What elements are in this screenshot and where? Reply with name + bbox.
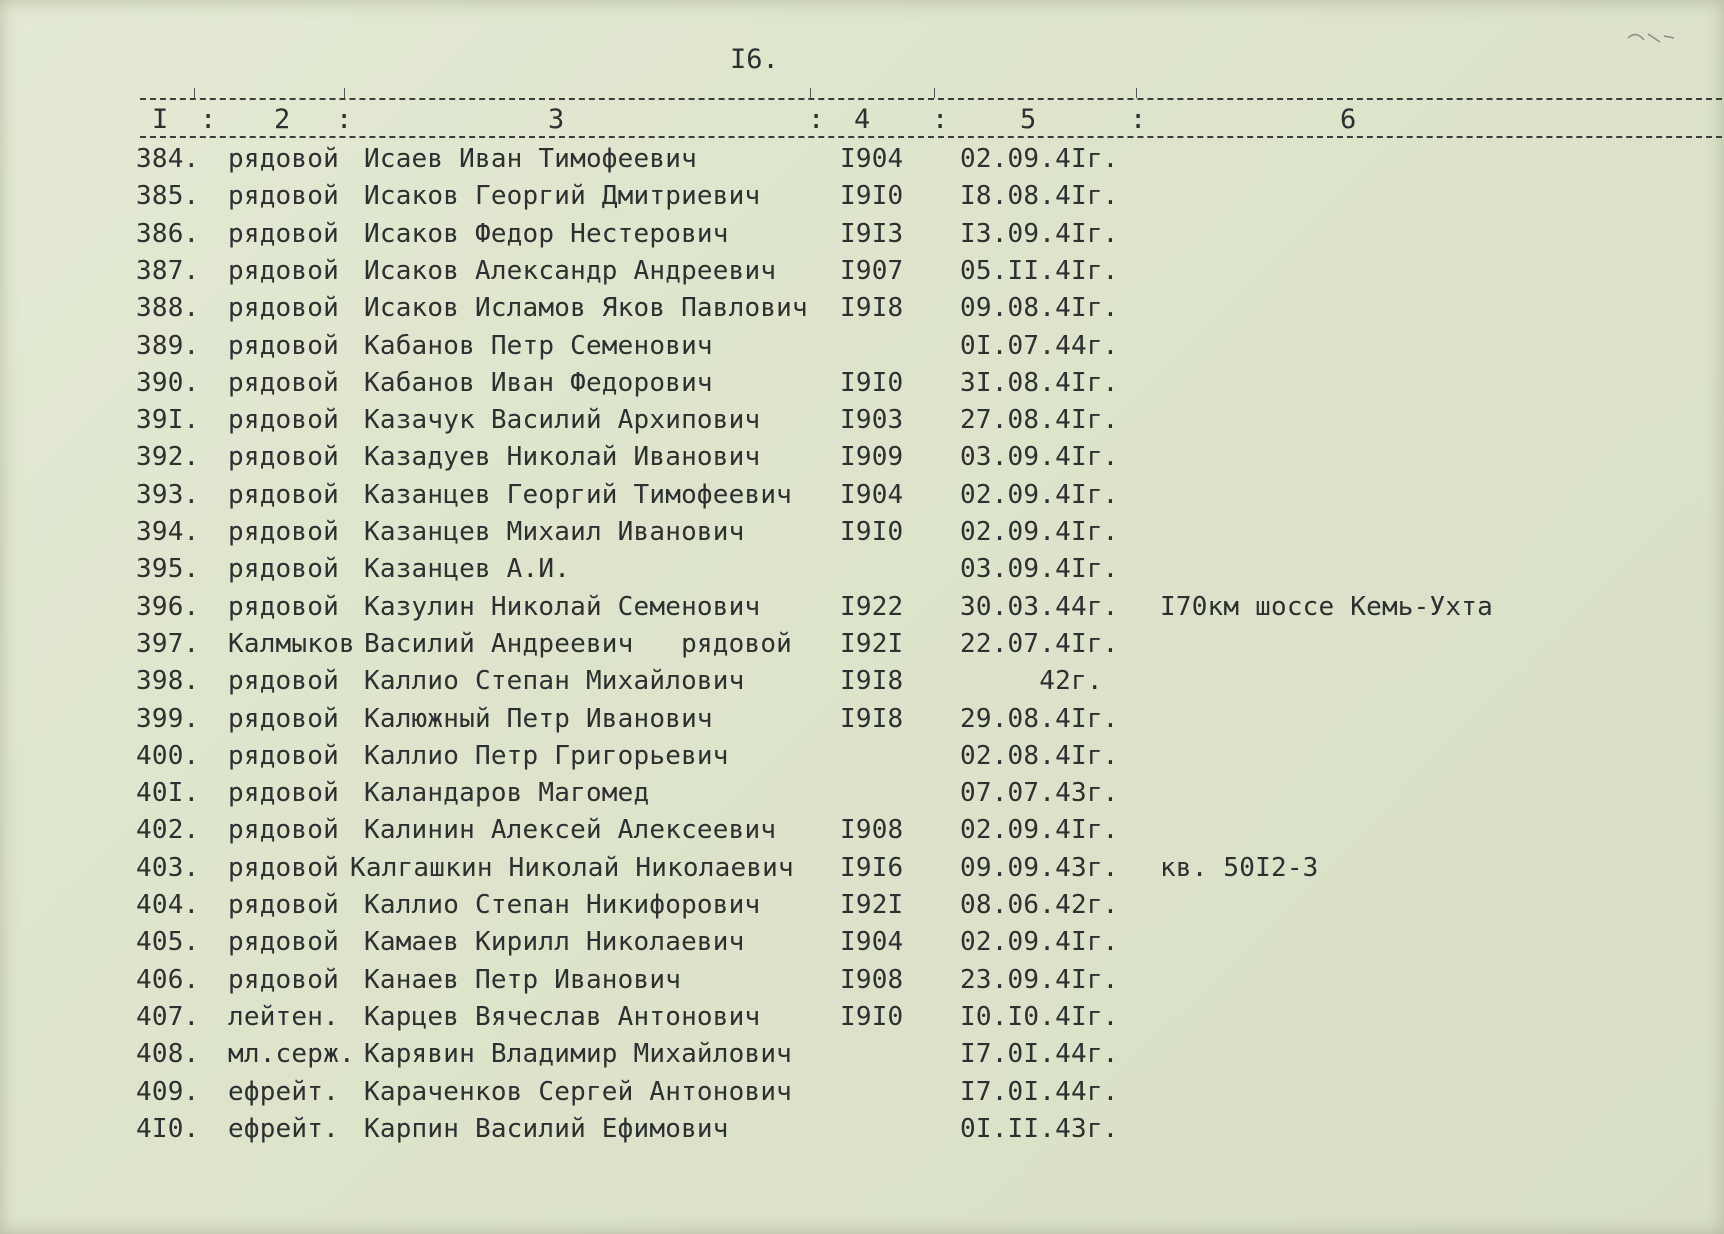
row-number: 386. bbox=[136, 218, 200, 249]
row-number: 39I. bbox=[136, 405, 200, 436]
row-birth-year: I904 bbox=[840, 479, 904, 510]
header-tick bbox=[1136, 88, 1137, 98]
row-birth-year: I9I0 bbox=[840, 517, 904, 547]
row-birth-year: I9I3 bbox=[840, 218, 904, 249]
row-rank: рядовой bbox=[228, 815, 339, 846]
table-row bbox=[0, 554, 1724, 591]
row-birth-year: I909 bbox=[840, 442, 904, 473]
row-name: Кабанов Иван Федорович bbox=[364, 367, 713, 398]
row-number: 40I. bbox=[136, 778, 200, 809]
row-name: Каллио Степан Михайлович bbox=[364, 666, 745, 697]
column-header-row bbox=[0, 104, 1724, 138]
row-date: 02.09.4Iг. bbox=[960, 927, 1119, 958]
row-note: кв. 50I2-3 bbox=[1160, 852, 1319, 883]
row-birth-year: I903 bbox=[840, 405, 904, 436]
row-number: 389. bbox=[136, 330, 200, 361]
header-tick bbox=[194, 88, 195, 98]
row-number: 396. bbox=[136, 591, 200, 622]
row-name: Каллио Петр Григорьевич bbox=[364, 740, 729, 771]
row-birth-year: I9I8 bbox=[840, 703, 904, 734]
row-number: 394. bbox=[136, 517, 200, 547]
table-row bbox=[0, 778, 1724, 815]
row-date: 02.09.4Iг. bbox=[960, 479, 1119, 510]
row-rank: рядовой bbox=[228, 852, 339, 883]
row-birth-year: I904 bbox=[840, 144, 904, 174]
row-number: 402. bbox=[136, 815, 200, 846]
table-row bbox=[0, 442, 1724, 479]
header-tick bbox=[934, 88, 935, 98]
table-row bbox=[0, 927, 1724, 964]
table-row bbox=[0, 965, 1724, 1002]
row-date: 02.09.4Iг. bbox=[960, 815, 1119, 846]
row-rank: рядовой bbox=[228, 367, 339, 398]
page-number: I6. bbox=[730, 44, 779, 75]
row-rank: рядовой bbox=[228, 591, 339, 622]
table-row bbox=[0, 256, 1724, 293]
row-number: 384. bbox=[136, 144, 200, 174]
row-name: Исаев Иван Тимофеевич bbox=[364, 144, 697, 174]
row-name: Кабанов Петр Семенович bbox=[364, 330, 713, 361]
table-row bbox=[0, 517, 1724, 554]
row-birth-year: I904 bbox=[840, 927, 904, 958]
row-rank: рядовой bbox=[228, 740, 339, 771]
header-bottom-rule bbox=[140, 136, 1722, 138]
pencil-mark-icon bbox=[1626, 26, 1676, 48]
header-tick bbox=[810, 88, 811, 98]
row-name: Карцев Вячеслав Антонович bbox=[364, 1001, 761, 1032]
row-number: 408. bbox=[136, 1039, 200, 1070]
row-rank: рядовой bbox=[228, 554, 339, 585]
table-row bbox=[0, 592, 1724, 629]
row-rank: рядовой bbox=[228, 330, 339, 361]
row-number: 407. bbox=[136, 1001, 200, 1032]
table-row bbox=[0, 890, 1724, 927]
row-name: Карявин Владимир Михайлович bbox=[364, 1039, 793, 1070]
row-date: I7.0I.44г. bbox=[960, 1039, 1119, 1070]
row-rank: рядовой bbox=[228, 927, 339, 958]
table-row bbox=[0, 741, 1724, 778]
row-number: 395. bbox=[136, 554, 200, 585]
row-name: Исаков Федор Нестерович bbox=[364, 218, 729, 249]
row-number: 398. bbox=[136, 666, 200, 697]
row-date: 29.08.4Iг. bbox=[960, 703, 1119, 734]
table-row bbox=[0, 368, 1724, 405]
row-note: I70км шоссе Кемь-Ухта bbox=[1160, 591, 1493, 622]
row-birth-year: I9I0 bbox=[840, 367, 904, 398]
row-name: Калгашкин Николай Николаевич bbox=[350, 852, 794, 883]
row-rank: рядовой bbox=[228, 964, 339, 995]
row-date: 3I.08.4Iг. bbox=[960, 367, 1119, 398]
column-separator: : bbox=[932, 104, 949, 135]
row-number: 387. bbox=[136, 255, 200, 286]
row-name: Казадуев Николай Иванович bbox=[364, 442, 761, 473]
row-name: Каллио Степан Никифорович bbox=[364, 890, 761, 920]
table-row bbox=[0, 144, 1724, 181]
row-number: 397. bbox=[136, 628, 200, 659]
table-row bbox=[0, 293, 1724, 330]
table-row bbox=[0, 1039, 1724, 1076]
row-date: I7.0I.44г. bbox=[960, 1076, 1119, 1107]
row-date: 07.07.43г. bbox=[960, 778, 1119, 809]
row-date: 0I.07.44г. bbox=[960, 330, 1119, 361]
row-rank: рядовой bbox=[228, 517, 339, 547]
table-row bbox=[0, 181, 1724, 218]
row-name: Казанцев Михаил Иванович bbox=[364, 517, 745, 547]
row-date: 0I.II.43г. bbox=[960, 1113, 1119, 1144]
row-number: 390. bbox=[136, 367, 200, 398]
row-name: Казачук Василий Архипович bbox=[364, 405, 761, 436]
row-name: Исаков Исламов Яков Павлович bbox=[364, 293, 808, 324]
row-number: 406. bbox=[136, 964, 200, 995]
row-date: I0.I0.4Iг. bbox=[960, 1001, 1119, 1032]
row-date: 27.08.4Iг. bbox=[960, 405, 1119, 436]
row-date: 03.09.4Iг. bbox=[960, 442, 1119, 473]
row-rank: рядовой bbox=[228, 405, 339, 436]
table-row bbox=[0, 853, 1724, 890]
row-date: 02.09.4Iг. bbox=[960, 144, 1119, 174]
row-rank: рядовой bbox=[228, 890, 339, 920]
row-name: Канаев Петр Иванович bbox=[364, 964, 682, 995]
table-row bbox=[0, 704, 1724, 741]
table-row bbox=[0, 1077, 1724, 1114]
row-name: Казанцев Георгий Тимофеевич bbox=[364, 479, 793, 510]
row-number: 399. bbox=[136, 703, 200, 734]
row-rank: мл.серж. bbox=[228, 1039, 355, 1070]
row-birth-year: I92I bbox=[840, 628, 904, 659]
row-number: 409. bbox=[136, 1076, 200, 1107]
row-birth-year: I908 bbox=[840, 815, 904, 846]
row-number: 400. bbox=[136, 740, 200, 771]
row-number: 403. bbox=[136, 852, 200, 883]
row-name: Калинин Алексей Алексеевич bbox=[364, 815, 777, 846]
row-rank: рядовой bbox=[228, 442, 339, 473]
row-number: 404. bbox=[136, 890, 200, 920]
row-rank: рядовой bbox=[228, 144, 339, 174]
table-row bbox=[0, 480, 1724, 517]
row-rank: ефрейт. bbox=[228, 1113, 339, 1144]
column-separator: : bbox=[200, 104, 217, 135]
row-number: 405. bbox=[136, 927, 200, 958]
row-rank: рядовой bbox=[228, 255, 339, 286]
column-header-5: 5 bbox=[1020, 104, 1037, 135]
row-rank: рядовой bbox=[228, 666, 339, 697]
row-date: I3.09.4Iг. bbox=[960, 218, 1119, 249]
row-date: 09.09.43г. bbox=[960, 852, 1119, 883]
row-birth-year: I9I0 bbox=[840, 1001, 904, 1032]
column-header-1: I bbox=[152, 104, 169, 135]
row-date: 22.07.4Iг. bbox=[960, 628, 1119, 659]
row-birth-year: I9I8 bbox=[840, 293, 904, 324]
row-rank: рядовой bbox=[228, 218, 339, 249]
row-birth-year: I9I8 bbox=[840, 666, 904, 697]
row-date: 02.09.4Iг. bbox=[960, 517, 1119, 547]
row-number: 385. bbox=[136, 181, 200, 212]
column-header-4: 4 bbox=[854, 104, 871, 135]
row-name: Казулин Николай Семенович bbox=[364, 591, 761, 622]
header-tick bbox=[344, 88, 345, 98]
row-rank: ефрейт. bbox=[228, 1076, 339, 1107]
row-birth-year: I908 bbox=[840, 964, 904, 995]
row-birth-year: I907 bbox=[840, 255, 904, 286]
row-name: Караченков Сергей Антонович bbox=[364, 1076, 793, 1107]
row-rank: лейтен. bbox=[228, 1001, 339, 1032]
column-header-2: 2 bbox=[274, 104, 291, 135]
row-name: Казанцев А.И. bbox=[364, 554, 571, 585]
row-rank: рядовой bbox=[228, 479, 339, 510]
table-row bbox=[0, 815, 1724, 852]
row-name: Исаков Александр Андреевич bbox=[364, 255, 777, 286]
table-row bbox=[0, 666, 1724, 703]
row-name: Василий Андреевич рядовой bbox=[364, 628, 793, 659]
row-date: 09.08.4Iг. bbox=[960, 293, 1119, 324]
row-name: Карпин Василий Ефимович bbox=[364, 1113, 729, 1144]
row-date: 05.II.4Iг. bbox=[960, 255, 1119, 286]
row-number: 392. bbox=[136, 442, 200, 473]
row-date: 08.06.42г. bbox=[960, 890, 1119, 920]
row-date: 42г. bbox=[960, 666, 1103, 697]
row-date: 02.08.4Iг. bbox=[960, 740, 1119, 771]
table-row bbox=[0, 405, 1724, 442]
row-name: Калюжный Петр Иванович bbox=[364, 703, 713, 734]
row-name: Исаков Георгий Дмитриевич bbox=[364, 181, 761, 212]
row-date: 23.09.4Iг. bbox=[960, 964, 1119, 995]
row-rank: рядовой bbox=[228, 293, 339, 324]
row-rank: рядовой bbox=[228, 703, 339, 734]
row-number: 388. bbox=[136, 293, 200, 324]
row-birth-year: I9I0 bbox=[840, 181, 904, 212]
row-birth-year: I92I bbox=[840, 890, 904, 920]
row-date: I8.08.4Iг. bbox=[960, 181, 1119, 212]
column-separator: : bbox=[1130, 104, 1147, 135]
table-row bbox=[0, 1002, 1724, 1039]
header-top-rule bbox=[140, 98, 1722, 100]
table-row bbox=[0, 629, 1724, 666]
column-header-6: 6 bbox=[1340, 104, 1357, 135]
table-row bbox=[0, 331, 1724, 368]
row-rank: рядовой bbox=[228, 181, 339, 212]
table-row bbox=[0, 219, 1724, 256]
column-header-3: 3 bbox=[548, 104, 565, 135]
row-birth-year: I9I6 bbox=[840, 852, 904, 883]
row-date: 30.03.44г. bbox=[960, 591, 1119, 622]
row-date: 03.09.4Iг. bbox=[960, 554, 1119, 585]
row-number: 4I0. bbox=[136, 1113, 200, 1144]
row-rank: рядовой bbox=[228, 778, 339, 809]
column-separator: : bbox=[808, 104, 825, 135]
row-rank: Калмыков bbox=[228, 628, 355, 659]
row-number: 393. bbox=[136, 479, 200, 510]
row-name: Каландаров Магомед bbox=[364, 778, 650, 809]
row-birth-year: I922 bbox=[840, 591, 904, 622]
row-name: Камаев Кирилл Николаевич bbox=[364, 927, 745, 958]
column-separator: : bbox=[336, 104, 353, 135]
table-row bbox=[0, 1114, 1724, 1151]
